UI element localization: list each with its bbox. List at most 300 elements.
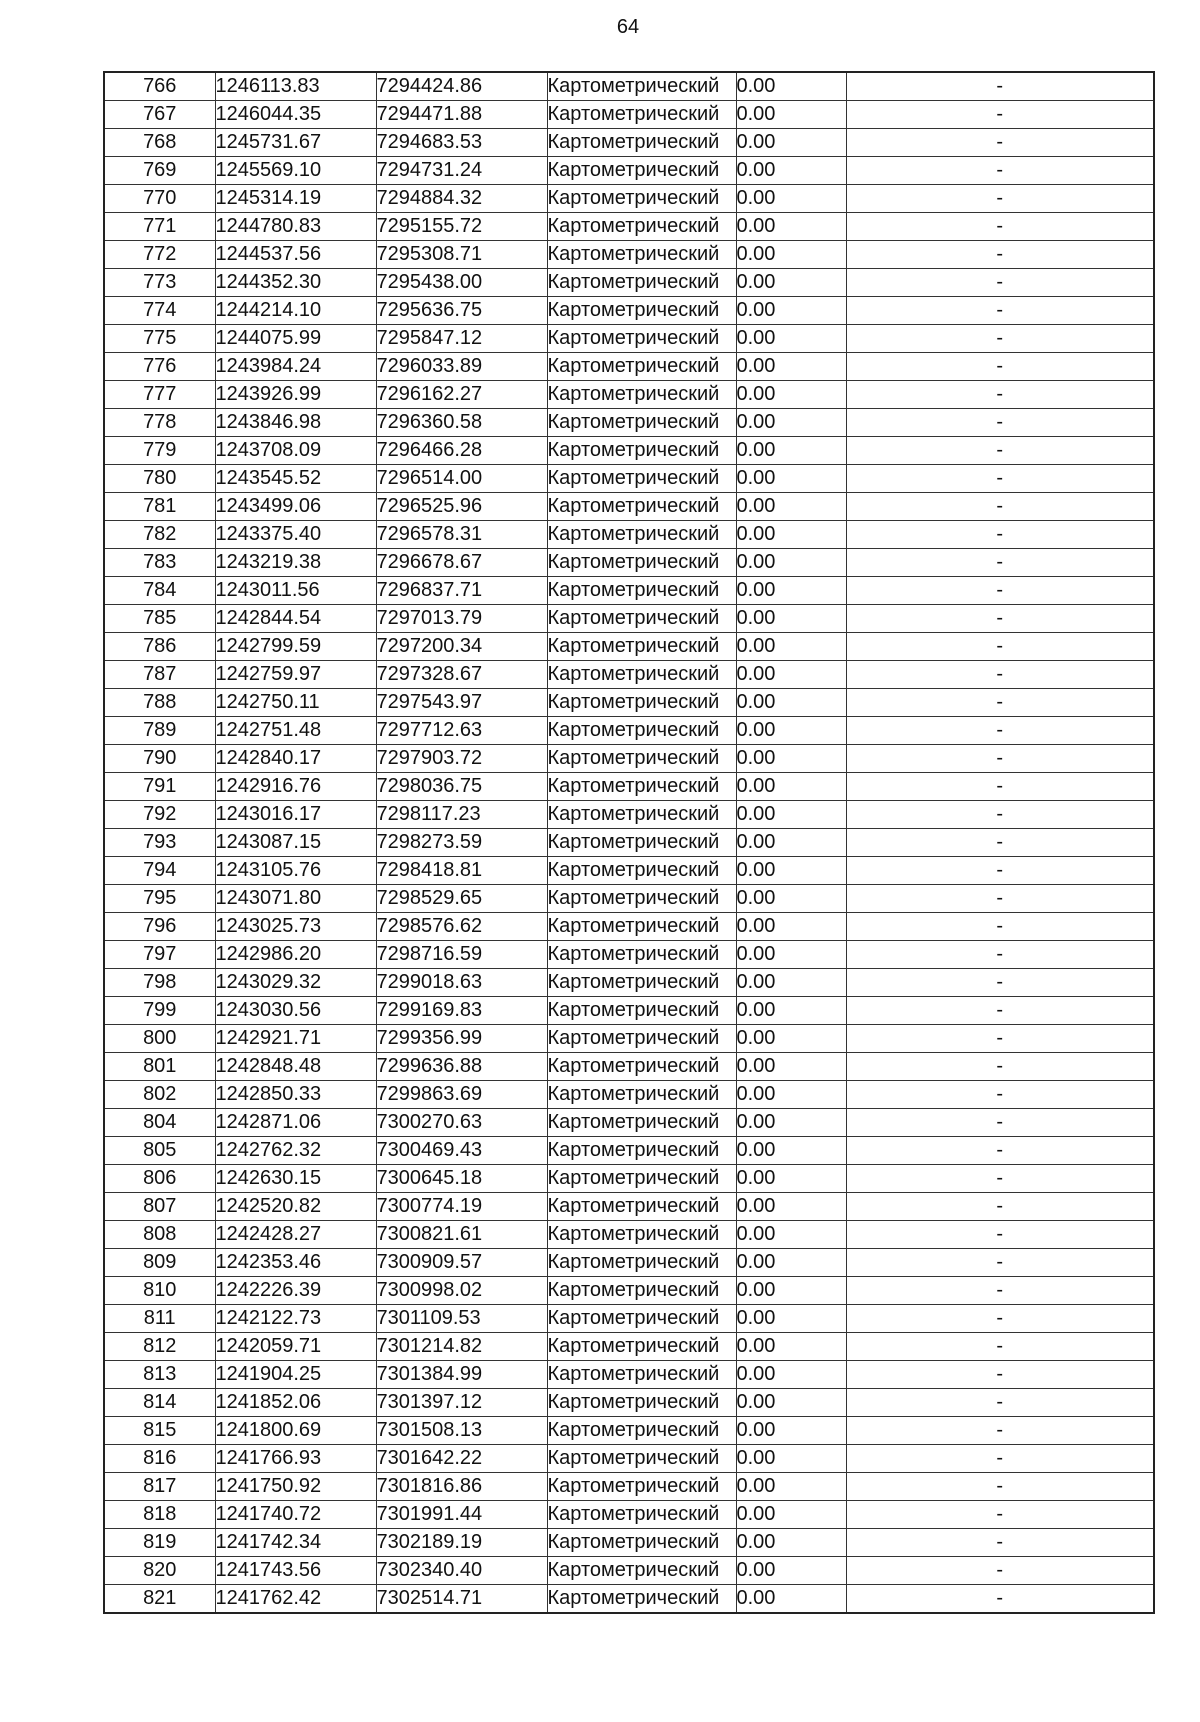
y-coordinate-cell: 7300998.02 [376, 1277, 547, 1305]
error-cell: 0.00 [736, 381, 846, 409]
x-coordinate-cell: 1244780.83 [215, 213, 376, 241]
y-coordinate-cell: 7300645.18 [376, 1165, 547, 1193]
note-cell: - [846, 829, 1154, 857]
table-row [104, 1473, 1154, 1501]
point-number-cell: 787 [104, 661, 215, 689]
note-cell: - [846, 1081, 1154, 1109]
method-cell: Картометрический [547, 129, 736, 157]
table-row [104, 1585, 1154, 1614]
point-number-cell: 796 [104, 913, 215, 941]
x-coordinate-cell: 1241743.56 [215, 1557, 376, 1585]
method-cell: Картометрический [547, 1361, 736, 1389]
note-cell: - [846, 1417, 1154, 1445]
table-row [104, 1277, 1154, 1305]
x-coordinate-cell: 1241852.06 [215, 1389, 376, 1417]
y-coordinate-cell: 7297543.97 [376, 689, 547, 717]
error-cell: 0.00 [736, 1165, 846, 1193]
note-cell: - [846, 1165, 1154, 1193]
x-coordinate-cell: 1242059.71 [215, 1333, 376, 1361]
point-number-cell: 792 [104, 801, 215, 829]
point-number-cell: 770 [104, 185, 215, 213]
point-number-cell: 815 [104, 1417, 215, 1445]
method-cell: Картометрический [547, 72, 736, 101]
x-coordinate-cell: 1243016.17 [215, 801, 376, 829]
x-coordinate-cell: 1243708.09 [215, 437, 376, 465]
point-number-cell: 809 [104, 1249, 215, 1277]
y-coordinate-cell: 7300270.63 [376, 1109, 547, 1137]
error-cell: 0.00 [736, 1081, 846, 1109]
x-coordinate-cell: 1242122.73 [215, 1305, 376, 1333]
error-cell: 0.00 [736, 913, 846, 941]
error-cell: 0.00 [736, 409, 846, 437]
table-row [104, 801, 1154, 829]
method-cell: Картометрический [547, 521, 736, 549]
table-row [104, 1193, 1154, 1221]
y-coordinate-cell: 7296466.28 [376, 437, 547, 465]
x-coordinate-cell: 1246113.83 [215, 72, 376, 101]
error-cell: 0.00 [736, 773, 846, 801]
point-number-cell: 811 [104, 1305, 215, 1333]
method-cell: Картометрический [547, 1025, 736, 1053]
x-coordinate-cell: 1243029.32 [215, 969, 376, 997]
note-cell: - [846, 1389, 1154, 1417]
method-cell: Картометрический [547, 409, 736, 437]
x-coordinate-cell: 1244352.30 [215, 269, 376, 297]
x-coordinate-cell: 1241742.34 [215, 1529, 376, 1557]
method-cell: Картометрический [547, 381, 736, 409]
table-row [104, 409, 1154, 437]
method-cell: Картометрический [547, 157, 736, 185]
table-row [104, 1025, 1154, 1053]
table-row [104, 129, 1154, 157]
y-coordinate-cell: 7298576.62 [376, 913, 547, 941]
method-cell: Картометрический [547, 997, 736, 1025]
point-number-cell: 779 [104, 437, 215, 465]
y-coordinate-cell: 7301991.44 [376, 1501, 547, 1529]
note-cell: - [846, 1557, 1154, 1585]
table-row [104, 997, 1154, 1025]
y-coordinate-cell: 7296837.71 [376, 577, 547, 605]
y-coordinate-cell: 7297200.34 [376, 633, 547, 661]
table-row [104, 325, 1154, 353]
error-cell: 0.00 [736, 1445, 846, 1473]
y-coordinate-cell: 7294884.32 [376, 185, 547, 213]
table-row [104, 1249, 1154, 1277]
error-cell: 0.00 [736, 297, 846, 325]
x-coordinate-cell: 1242751.48 [215, 717, 376, 745]
error-cell: 0.00 [736, 801, 846, 829]
error-cell: 0.00 [736, 1529, 846, 1557]
x-coordinate-cell: 1246044.35 [215, 101, 376, 129]
y-coordinate-cell: 7299169.83 [376, 997, 547, 1025]
y-coordinate-cell: 7298273.59 [376, 829, 547, 857]
point-number-cell: 776 [104, 353, 215, 381]
point-number-cell: 782 [104, 521, 215, 549]
x-coordinate-cell: 1242850.33 [215, 1081, 376, 1109]
table-row [104, 829, 1154, 857]
point-number-cell: 775 [104, 325, 215, 353]
y-coordinate-cell: 7295847.12 [376, 325, 547, 353]
y-coordinate-cell: 7295636.75 [376, 297, 547, 325]
table-row [104, 633, 1154, 661]
y-coordinate-cell: 7298036.75 [376, 773, 547, 801]
point-number-cell: 769 [104, 157, 215, 185]
note-cell: - [846, 1277, 1154, 1305]
error-cell: 0.00 [736, 1109, 846, 1137]
error-cell: 0.00 [736, 745, 846, 773]
table-row [104, 241, 1154, 269]
x-coordinate-cell: 1244075.99 [215, 325, 376, 353]
table-row [104, 157, 1154, 185]
point-number-cell: 820 [104, 1557, 215, 1585]
method-cell: Картометрический [547, 969, 736, 997]
error-cell: 0.00 [736, 101, 846, 129]
point-number-cell: 793 [104, 829, 215, 857]
point-number-cell: 772 [104, 241, 215, 269]
y-coordinate-cell: 7301109.53 [376, 1305, 547, 1333]
note-cell: - [846, 913, 1154, 941]
point-number-cell: 813 [104, 1361, 215, 1389]
point-number-cell: 816 [104, 1445, 215, 1473]
method-cell: Картометрический [547, 213, 736, 241]
point-number-cell: 771 [104, 213, 215, 241]
point-number-cell: 806 [104, 1165, 215, 1193]
error-cell: 0.00 [736, 885, 846, 913]
method-cell: Картометрический [547, 465, 736, 493]
error-cell: 0.00 [736, 1473, 846, 1501]
error-cell: 0.00 [736, 241, 846, 269]
table-row [104, 269, 1154, 297]
note-cell: - [846, 1445, 1154, 1473]
y-coordinate-cell: 7294424.86 [376, 72, 547, 101]
table-row [104, 661, 1154, 689]
table-row [104, 1165, 1154, 1193]
y-coordinate-cell: 7298418.81 [376, 857, 547, 885]
x-coordinate-cell: 1244214.10 [215, 297, 376, 325]
coordinates-table [103, 71, 1155, 1614]
x-coordinate-cell: 1243545.52 [215, 465, 376, 493]
note-cell: - [846, 1221, 1154, 1249]
note-cell: - [846, 1333, 1154, 1361]
y-coordinate-cell: 7301397.12 [376, 1389, 547, 1417]
method-cell: Картометрический [547, 1277, 736, 1305]
error-cell: 0.00 [736, 157, 846, 185]
table-row [104, 1137, 1154, 1165]
y-coordinate-cell: 7301384.99 [376, 1361, 547, 1389]
note-cell: - [846, 241, 1154, 269]
note-cell: - [846, 493, 1154, 521]
y-coordinate-cell: 7296578.31 [376, 521, 547, 549]
point-number-cell: 800 [104, 1025, 215, 1053]
point-number-cell: 784 [104, 577, 215, 605]
method-cell: Картометрический [547, 577, 736, 605]
method-cell: Картометрический [547, 1417, 736, 1445]
error-cell: 0.00 [736, 269, 846, 297]
note-cell: - [846, 1585, 1154, 1614]
x-coordinate-cell: 1243030.56 [215, 997, 376, 1025]
note-cell: - [846, 297, 1154, 325]
error-cell: 0.00 [736, 1557, 846, 1585]
y-coordinate-cell: 7300469.43 [376, 1137, 547, 1165]
point-number-cell: 795 [104, 885, 215, 913]
method-cell: Картометрический [547, 1053, 736, 1081]
x-coordinate-cell: 1242916.76 [215, 773, 376, 801]
point-number-cell: 766 [104, 72, 215, 101]
note-cell: - [846, 465, 1154, 493]
x-coordinate-cell: 1243011.56 [215, 577, 376, 605]
error-cell: 0.00 [736, 941, 846, 969]
method-cell: Картометрический [547, 1137, 736, 1165]
table-row [104, 1417, 1154, 1445]
x-coordinate-cell: 1242986.20 [215, 941, 376, 969]
x-coordinate-cell: 1243087.15 [215, 829, 376, 857]
method-cell: Картометрический [547, 633, 736, 661]
table-row [104, 493, 1154, 521]
x-coordinate-cell: 1242630.15 [215, 1165, 376, 1193]
note-cell: - [846, 633, 1154, 661]
point-number-cell: 777 [104, 381, 215, 409]
point-number-cell: 807 [104, 1193, 215, 1221]
note-cell: - [846, 773, 1154, 801]
y-coordinate-cell: 7301816.86 [376, 1473, 547, 1501]
method-cell: Картометрический [547, 745, 736, 773]
method-cell: Картометрический [547, 1165, 736, 1193]
note-cell: - [846, 381, 1154, 409]
x-coordinate-cell: 1243219.38 [215, 549, 376, 577]
note-cell: - [846, 1305, 1154, 1333]
error-cell: 0.00 [736, 969, 846, 997]
method-cell: Картометрический [547, 185, 736, 213]
method-cell: Картометрический [547, 1305, 736, 1333]
point-number-cell: 801 [104, 1053, 215, 1081]
y-coordinate-cell: 7296678.67 [376, 549, 547, 577]
point-number-cell: 781 [104, 493, 215, 521]
table-row [104, 381, 1154, 409]
note-cell: - [846, 1501, 1154, 1529]
table-row [104, 297, 1154, 325]
error-cell: 0.00 [736, 1501, 846, 1529]
y-coordinate-cell: 7295155.72 [376, 213, 547, 241]
note-cell: - [846, 689, 1154, 717]
y-coordinate-cell: 7299356.99 [376, 1025, 547, 1053]
note-cell: - [846, 997, 1154, 1025]
x-coordinate-cell: 1245314.19 [215, 185, 376, 213]
point-number-cell: 786 [104, 633, 215, 661]
point-number-cell: 805 [104, 1137, 215, 1165]
method-cell: Картометрический [547, 1473, 736, 1501]
method-cell: Картометрический [547, 297, 736, 325]
error-cell: 0.00 [736, 1137, 846, 1165]
y-coordinate-cell: 7299863.69 [376, 1081, 547, 1109]
method-cell: Картометрический [547, 1529, 736, 1557]
x-coordinate-cell: 1241740.72 [215, 1501, 376, 1529]
error-cell: 0.00 [736, 661, 846, 689]
method-cell: Картометрический [547, 1501, 736, 1529]
table-row [104, 1333, 1154, 1361]
method-cell: Картометрический [547, 1445, 736, 1473]
method-cell: Картометрический [547, 493, 736, 521]
y-coordinate-cell: 7302340.40 [376, 1557, 547, 1585]
y-coordinate-cell: 7294683.53 [376, 129, 547, 157]
table-row [104, 549, 1154, 577]
x-coordinate-cell: 1243025.73 [215, 913, 376, 941]
table-row [104, 213, 1154, 241]
note-cell: - [846, 1473, 1154, 1501]
method-cell: Картометрический [547, 857, 736, 885]
point-number-cell: 812 [104, 1333, 215, 1361]
page-number: 64 [616, 16, 640, 38]
method-cell: Картометрический [547, 1249, 736, 1277]
note-cell: - [846, 549, 1154, 577]
method-cell: Картометрический [547, 325, 736, 353]
note-cell: - [846, 213, 1154, 241]
x-coordinate-cell: 1242871.06 [215, 1109, 376, 1137]
table-row [104, 1445, 1154, 1473]
note-cell: - [846, 269, 1154, 297]
method-cell: Картометрический [547, 1081, 736, 1109]
method-cell: Картометрический [547, 437, 736, 465]
method-cell: Картометрический [547, 353, 736, 381]
method-cell: Картометрический [547, 801, 736, 829]
method-cell: Картометрический [547, 1557, 736, 1585]
note-cell: - [846, 72, 1154, 101]
method-cell: Картометрический [547, 717, 736, 745]
x-coordinate-cell: 1241904.25 [215, 1361, 376, 1389]
error-cell: 0.00 [736, 633, 846, 661]
y-coordinate-cell: 7297328.67 [376, 661, 547, 689]
x-coordinate-cell: 1242762.32 [215, 1137, 376, 1165]
table-row [104, 969, 1154, 997]
method-cell: Картометрический [547, 1193, 736, 1221]
point-number-cell: 798 [104, 969, 215, 997]
method-cell: Картометрический [547, 1585, 736, 1614]
x-coordinate-cell: 1242921.71 [215, 1025, 376, 1053]
error-cell: 0.00 [736, 353, 846, 381]
point-number-cell: 767 [104, 101, 215, 129]
error-cell: 0.00 [736, 1053, 846, 1081]
x-coordinate-cell: 1242848.48 [215, 1053, 376, 1081]
point-number-cell: 817 [104, 1473, 215, 1501]
note-cell: - [846, 1249, 1154, 1277]
note-cell: - [846, 521, 1154, 549]
error-cell: 0.00 [736, 689, 846, 717]
method-cell: Картометрический [547, 829, 736, 857]
point-number-cell: 797 [104, 941, 215, 969]
point-number-cell: 788 [104, 689, 215, 717]
x-coordinate-cell: 1241766.93 [215, 1445, 376, 1473]
table-row [104, 577, 1154, 605]
method-cell: Картометрический [547, 1221, 736, 1249]
error-cell: 0.00 [736, 185, 846, 213]
point-number-cell: 819 [104, 1529, 215, 1557]
note-cell: - [846, 745, 1154, 773]
method-cell: Картометрический [547, 941, 736, 969]
point-number-cell: 790 [104, 745, 215, 773]
y-coordinate-cell: 7299636.88 [376, 1053, 547, 1081]
error-cell: 0.00 [736, 1025, 846, 1053]
x-coordinate-cell: 1243499.06 [215, 493, 376, 521]
note-cell: - [846, 1193, 1154, 1221]
x-coordinate-cell: 1242759.97 [215, 661, 376, 689]
y-coordinate-cell: 7297013.79 [376, 605, 547, 633]
y-coordinate-cell: 7298716.59 [376, 941, 547, 969]
note-cell: - [846, 941, 1154, 969]
x-coordinate-cell: 1244537.56 [215, 241, 376, 269]
point-number-cell: 808 [104, 1221, 215, 1249]
error-cell: 0.00 [736, 549, 846, 577]
error-cell: 0.00 [736, 1417, 846, 1445]
table-row [104, 941, 1154, 969]
table-row [104, 1081, 1154, 1109]
table-row [104, 185, 1154, 213]
x-coordinate-cell: 1245731.67 [215, 129, 376, 157]
note-cell: - [846, 969, 1154, 997]
x-coordinate-cell: 1242520.82 [215, 1193, 376, 1221]
note-cell: - [846, 801, 1154, 829]
table-row [104, 1109, 1154, 1137]
y-coordinate-cell: 7302189.19 [376, 1529, 547, 1557]
table-row [104, 1221, 1154, 1249]
note-cell: - [846, 885, 1154, 913]
error-cell: 0.00 [736, 997, 846, 1025]
x-coordinate-cell: 1241750.92 [215, 1473, 376, 1501]
table-row [104, 437, 1154, 465]
table-row [104, 605, 1154, 633]
x-coordinate-cell: 1243375.40 [215, 521, 376, 549]
method-cell: Картометрический [547, 661, 736, 689]
y-coordinate-cell: 7297712.63 [376, 717, 547, 745]
table-row [104, 1305, 1154, 1333]
y-coordinate-cell: 7300821.61 [376, 1221, 547, 1249]
error-cell: 0.00 [736, 717, 846, 745]
y-coordinate-cell: 7301214.82 [376, 1333, 547, 1361]
y-coordinate-cell: 7295438.00 [376, 269, 547, 297]
note-cell: - [846, 101, 1154, 129]
method-cell: Картометрический [547, 913, 736, 941]
method-cell: Картометрический [547, 549, 736, 577]
point-number-cell: 774 [104, 297, 215, 325]
note-cell: - [846, 353, 1154, 381]
error-cell: 0.00 [736, 437, 846, 465]
x-coordinate-cell: 1243926.99 [215, 381, 376, 409]
x-coordinate-cell: 1242353.46 [215, 1249, 376, 1277]
table-row [104, 913, 1154, 941]
note-cell: - [846, 437, 1154, 465]
note-cell: - [846, 1137, 1154, 1165]
note-cell: - [846, 129, 1154, 157]
table-row [104, 885, 1154, 913]
table-row [104, 857, 1154, 885]
x-coordinate-cell: 1242844.54 [215, 605, 376, 633]
x-coordinate-cell: 1243984.24 [215, 353, 376, 381]
error-cell: 0.00 [736, 1333, 846, 1361]
x-coordinate-cell: 1243071.80 [215, 885, 376, 913]
table-row [104, 521, 1154, 549]
method-cell: Картометрический [547, 885, 736, 913]
error-cell: 0.00 [736, 1193, 846, 1221]
x-coordinate-cell: 1242799.59 [215, 633, 376, 661]
error-cell: 0.00 [736, 577, 846, 605]
method-cell: Картометрический [547, 773, 736, 801]
method-cell: Картометрический [547, 1109, 736, 1137]
method-cell: Картометрический [547, 1389, 736, 1417]
point-number-cell: 785 [104, 605, 215, 633]
point-number-cell: 810 [104, 1277, 215, 1305]
error-cell: 0.00 [736, 1221, 846, 1249]
x-coordinate-cell: 1242226.39 [215, 1277, 376, 1305]
note-cell: - [846, 661, 1154, 689]
point-number-cell: 821 [104, 1585, 215, 1614]
